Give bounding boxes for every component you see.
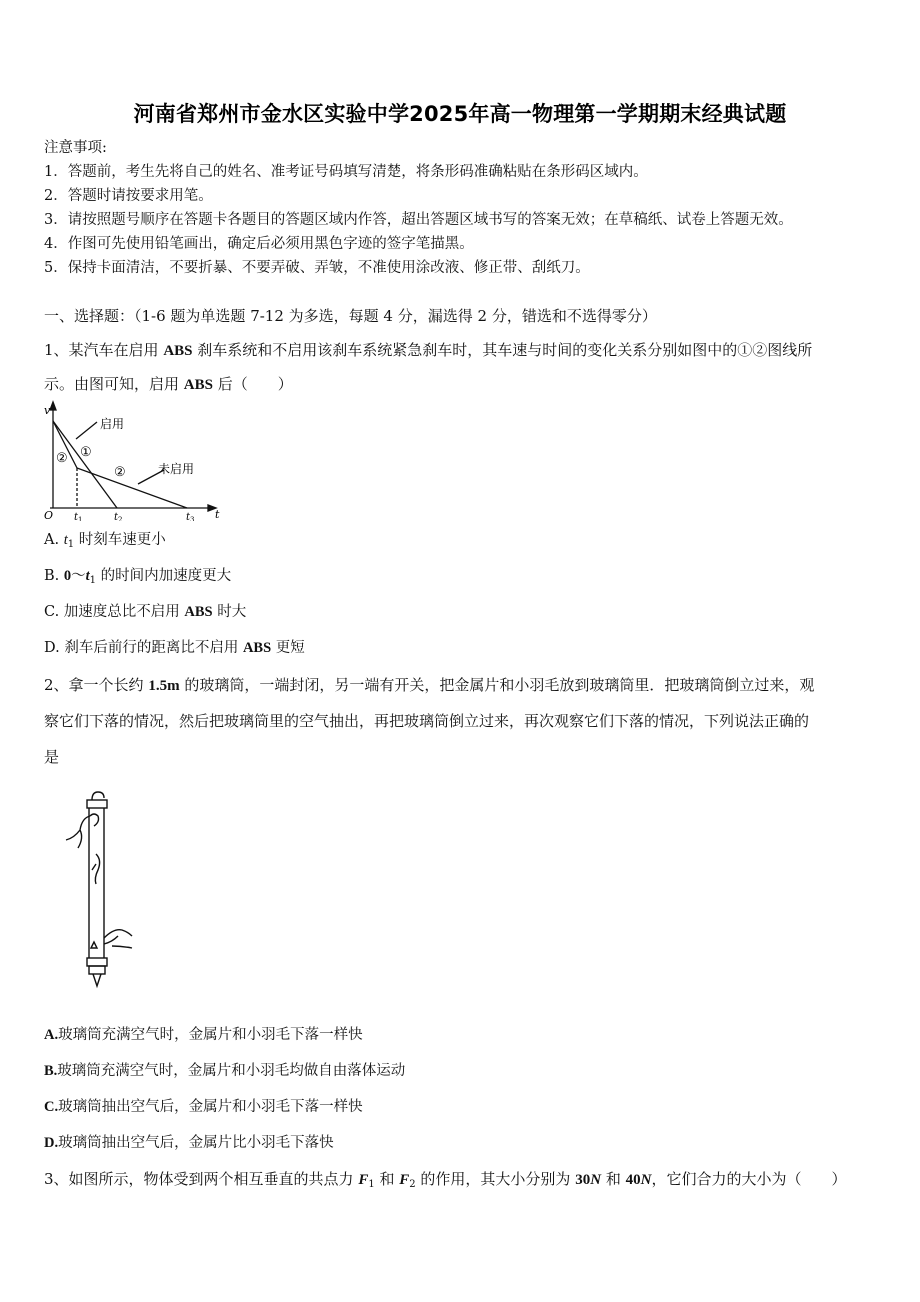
notice-item: 2．答题时请按要求用笔。 — [44, 188, 213, 204]
option-C: C. 加速度总比不启用 ABS 时大 — [44, 604, 247, 620]
option-C: C.玻璃筒抽出空气后，金属片和小羽毛下落一样快 — [44, 1099, 363, 1115]
label-enabled: 启用 — [100, 417, 125, 431]
notice-heading: 注意事项: — [44, 140, 107, 156]
page-title: 河南省郑州市金水区实验中学2025年高一物理第一学期期末经典试题 — [133, 102, 787, 126]
svg-text:t: t — [186, 512, 191, 521]
curve-2-mark: ② — [56, 451, 68, 466]
glass-tube-illustration — [60, 788, 140, 993]
option-D: D. 刹车后前行的距离比不启用 ABS 更短 — [44, 640, 305, 656]
question-1-stem-line2: 示。由图可知，启用 ABS 后（ ） — [44, 375, 293, 393]
velocity-time-graph — [40, 396, 230, 521]
axis-v-label: v — [44, 404, 51, 417]
notice-item: 3．请按照题号顺序在答题卡各题目的答题区域内作答，超出答题区域书写的答案无效；在草稿纸、试卷上答题无效。 — [44, 212, 793, 228]
question-2-stem-line1: 2、拿一个长约 1.5m 的玻璃筒，一端封闭，另一端有开关，把金属片和小羽毛放到玻璃筒里．把玻璃筒倒立过来，观 — [44, 676, 815, 694]
label-disabled: 未启用 — [158, 462, 195, 476]
question-2-stem-line3: 是 — [44, 748, 60, 766]
axis-t-label: t — [215, 508, 220, 521]
svg-text:t: t — [114, 512, 119, 521]
svg-text:1: 1 — [78, 516, 83, 521]
question-1-stem-line1: 1、某汽车在启用 ABS 刹车系统和不启用该刹车系统紧急刹车时，其车速与时间的变化关系分别如图中的①②图线所 — [44, 341, 813, 359]
svg-text:2: 2 — [118, 516, 123, 521]
svg-text:3: 3 — [190, 516, 195, 521]
notice-item: 5．保持卡面清洁，不要折暴、不要弄破、弄皱，不准使用涂改液、修正带、刮纸刀。 — [44, 260, 590, 276]
svg-text:t: t — [74, 512, 79, 521]
question-2-stem-line2: 察它们下落的情况，然后把玻璃筒里的空气抽出，再把玻璃筒倒立过来，再次观察它们下落的情况，下列说法正确的 — [44, 712, 810, 730]
question-3-stem: 3、如图所示，物体受到两个相互垂直的共点力 $F_1$ 和 $F_2$ 的作用，其大小分别为 30N 和 40N，它们合力的大小为（ ） — [44, 1170, 847, 1190]
option-A: A.玻璃筒充满空气时，金属片和小羽毛下落一样快 — [44, 1027, 363, 1043]
notice-item: 4．作图可先使用铅笔画出，确定后必须用黑色字迹的签字笔描黑。 — [44, 236, 474, 252]
curve-1-mark: ① — [80, 445, 92, 460]
option-B: B.玻璃筒充满空气时，金属片和小羽毛均做自由落体运动 — [44, 1063, 406, 1079]
option-A: A. $t_1$ 时刻车速更小 — [44, 532, 166, 550]
origin-label: O — [44, 509, 54, 521]
curve-2-mark: ② — [114, 465, 126, 480]
section-heading: 一、选择题：（1-6 题为单选题 7-12 为多选，每题 4 分，漏选得 2 分，错选和不选得零分） — [44, 307, 657, 325]
option-B: B. $0\sim t_1$ 的时间内加速度更大 — [44, 568, 232, 586]
notice-item: 1．答题前，考生先将自己的姓名、准考证号码填写清楚，将条形码准确粘贴在条形码区域内。 — [44, 164, 648, 180]
option-D: D.玻璃筒抽出空气后，金属片比小羽毛下落快 — [44, 1135, 334, 1151]
